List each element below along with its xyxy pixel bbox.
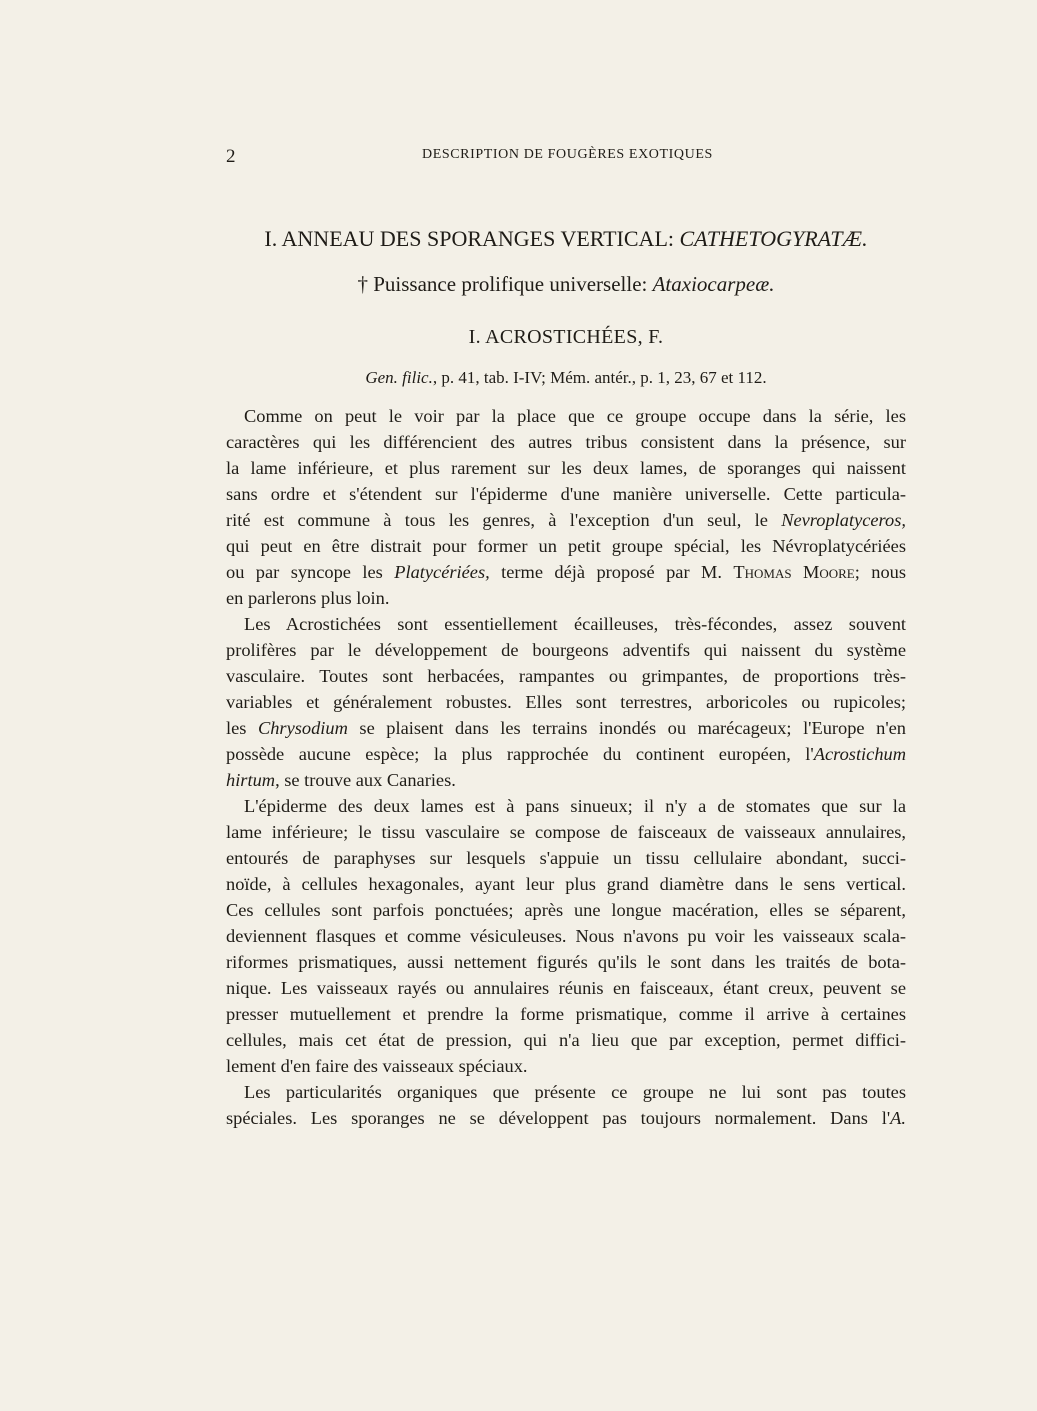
species-name: hirtum — [226, 770, 276, 790]
text-line — [226, 923, 906, 949]
text-line — [226, 819, 906, 845]
text-run: cellules, mais cet état de pression, qui n'a lieu que par exception, permet diffici- — [226, 1030, 906, 1050]
section-heading — [226, 226, 906, 252]
text-run: ; nous — [854, 562, 906, 582]
text-run: L'épiderme des deux lames est à pans sinueux; il n'y a de stomates que sur la — [244, 796, 906, 816]
genus-abbreviation: A. — [890, 1108, 906, 1128]
text-line — [226, 507, 906, 533]
text-line — [226, 689, 906, 715]
text-run: se plaisent dans les terrains inondés ou marécageux; l'Europe n'en — [347, 718, 906, 738]
text-run: en parlerons plus loin. — [226, 588, 390, 608]
text-line — [226, 1105, 906, 1131]
text-line — [226, 637, 906, 663]
text-run: entourés de paraphyses sur lesquels s'appuie un tissu cellulaire abondant, succi- — [226, 848, 906, 868]
text-line — [226, 481, 906, 507]
running-title: DESCRIPTION DE FOUGÈRES EXOTIQUES — [422, 147, 713, 162]
text-line — [226, 455, 906, 481]
genus-name: Chrysodium — [257, 718, 348, 738]
author-name: Thomas Moore — [733, 562, 855, 582]
text-line — [226, 1079, 906, 1105]
text-run: Ces cellules sont parfois ponctuées; après une longue macération, elles se séparent, — [226, 900, 906, 920]
text-run: possède aucune espèce; la plus rapprochée du continent européen, l' — [226, 744, 814, 764]
text-line — [226, 611, 906, 637]
text-line — [226, 897, 906, 923]
text-run: riformes prismatiques, aussi nettement figurés qu'ils le sont dans les traités de bota- — [226, 952, 906, 972]
text-line — [226, 403, 906, 429]
text-run: les — [226, 718, 258, 738]
citation-source: Gen. filic. — [365, 368, 433, 387]
text-line — [226, 741, 906, 767]
text-line — [226, 1053, 906, 1079]
text-line — [226, 975, 906, 1001]
text-line — [226, 871, 906, 897]
text-run: prolifères par le développement de bourgeons adventifs qui naissent du système — [226, 640, 906, 660]
citation — [226, 368, 906, 388]
dagger-symbol: † — [357, 272, 368, 296]
text-line — [226, 585, 906, 611]
text-line — [226, 533, 906, 559]
text-run: lement d'en faire des vaisseaux spéciaux. — [226, 1056, 528, 1076]
text-line — [226, 949, 906, 975]
text-run: variables et généralement robustes. Elles sont terrestres, arboricoles ou rupicoles; — [226, 692, 906, 712]
text-run: rité est commune à tous les genres, à l'exception d'un seul, le — [226, 510, 782, 530]
text-run: nique. Les vaisseaux rayés ou annulaires réunis en faisceaux, étant creux, peuvent se — [226, 978, 906, 998]
text-run: Les Acrostichées sont essentiellement écailleuses, très-fécondes, assez souvent — [244, 614, 906, 634]
text-line — [226, 767, 906, 793]
subsection-heading-text: Puissance prolifique universelle: — [368, 272, 653, 296]
text-line — [226, 1027, 906, 1053]
subsection-heading — [226, 272, 906, 297]
text-line — [226, 559, 906, 585]
subsection-heading-latin: Ataxiocarpeæ. — [652, 272, 775, 296]
section-heading-latin: CATHETOGYRATÆ. — [679, 226, 868, 251]
text-run: caractères qui les différencient des autres tribus consistent dans la présence, sur — [226, 432, 906, 452]
text-run: qui peut en être distrait pour former un petit groupe spécial, les Névroplatycériées — [226, 536, 906, 556]
text-line — [226, 429, 906, 455]
text-line — [226, 793, 906, 819]
text-line — [226, 845, 906, 871]
group-name: Platycériées, — [394, 562, 490, 582]
text-run: Les particularités organiques que présente ce groupe ne lui sont pas toutes — [244, 1082, 906, 1102]
text-run: la lame inférieure, et plus rarement sur les deux lames, de sporanges qui naissent — [226, 458, 906, 478]
text-run: lame inférieure; le tissu vasculaire se compose de faisceaux de vaisseaux annulaires, — [226, 822, 906, 842]
citation-details: , p. 41, tab. I-IV; Mém. antér., p. 1, 23, 67 et 112. — [432, 368, 767, 387]
text-line — [226, 715, 906, 741]
section-heading-text: I. ANNEAU DES SPORANGES VERTICAL: — [264, 226, 680, 251]
text-run: spéciales. Les sporanges ne se développent pas toujours normalement. Dans l' — [226, 1108, 891, 1128]
text-run: noïde, à cellules hexagonales, ayant leur plus grand diamètre dans le sens vertical. — [226, 874, 906, 894]
text-run: , se trouve aux Canaries. — [275, 770, 456, 790]
page-number: 2 — [226, 146, 236, 167]
text-run: presser mutuellement et prendre la forme prismatique, comme il arrive à certaines — [226, 1004, 906, 1024]
text-line — [226, 663, 906, 689]
body-text — [226, 403, 906, 1131]
tribe-heading: I. ACROSTICHÉES, F. — [468, 326, 664, 348]
text-run: deviennent flasques et comme vésiculeuses. Nous n'avons pu voir les vaisseaux scala- — [226, 926, 906, 946]
running-head — [226, 146, 906, 168]
text-run: terme déjà proposé par M. — [489, 562, 734, 582]
text-run: ou par syncope les — [226, 562, 395, 582]
genus-name: Nevroplatyceros, — [781, 510, 906, 530]
text-run: Comme on peut le voir par la place que ce groupe occupe dans la série, les — [244, 406, 906, 426]
text-run: vasculaire. Toutes sont herbacées, rampantes ou grimpantes, de proportions très- — [226, 666, 906, 686]
text-run: sans ordre et s'étendent sur l'épiderme d'une manière universelle. Cette particula- — [226, 484, 906, 504]
genus-name: Acrostichum — [813, 744, 906, 764]
text-line — [226, 1001, 906, 1027]
